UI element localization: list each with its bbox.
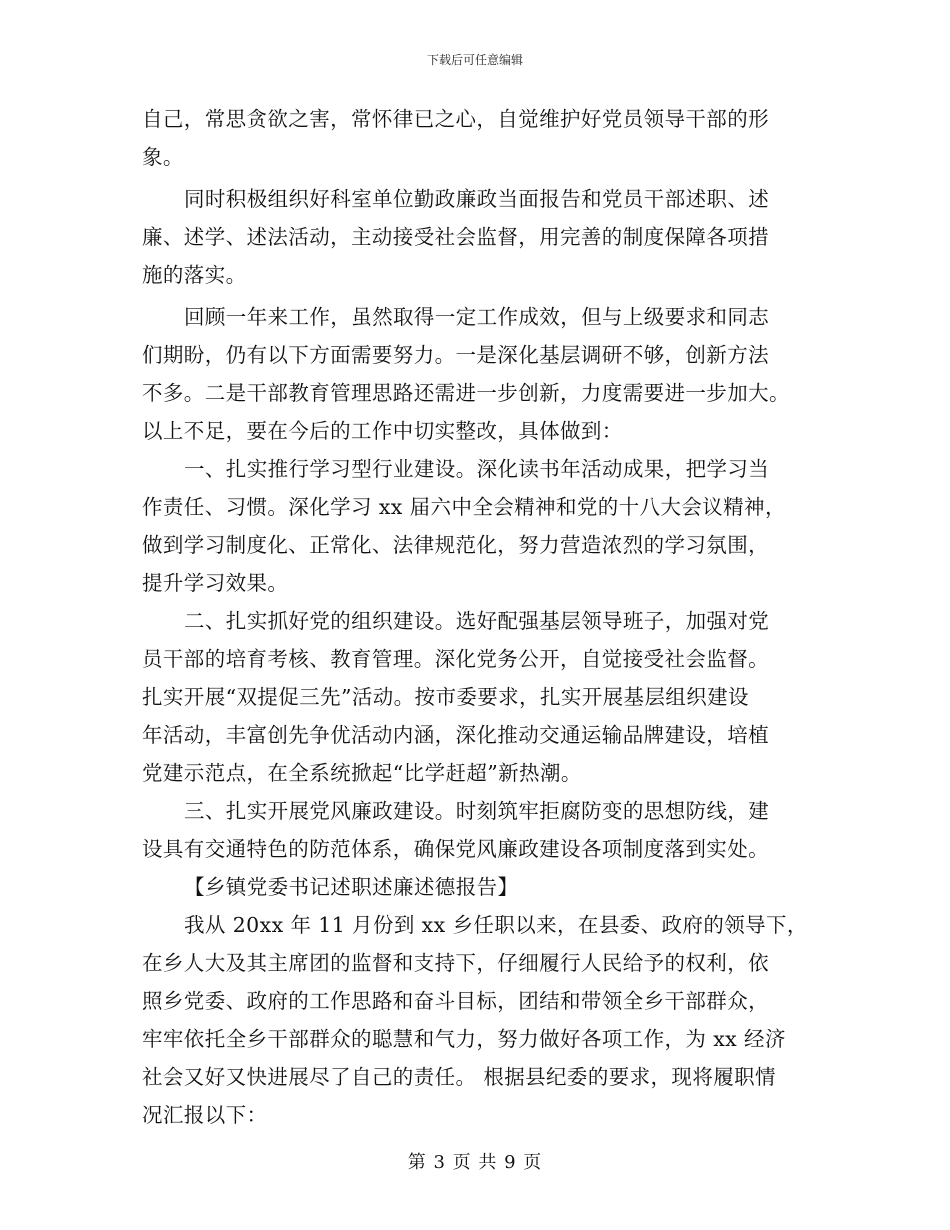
text-line: 年活动，丰富创先争优活动内涵，深化推动交通运输品牌建设，培植 (142, 723, 769, 747)
page-header-note: 下载后可任意编辑 (426, 53, 523, 67)
text-line: 在乡人大及其主席团的监督和支持下，仔细履行人民给予的权利，依 (142, 951, 769, 975)
text-line: 廉、述学、述法活动，主动接受社会监督，用完善的制度保障各项措 (142, 225, 769, 249)
text-line: 照乡党委、政府的工作思路和奋斗目标，团结和带领全乡干部群众， (142, 989, 769, 1013)
text-line: 施的落实。 (142, 263, 247, 287)
paragraph-start-line: 二、扎实抓好党的组织建设。选好配强基层领导班子，加强对党 (184, 609, 770, 633)
text-line: 扎实开展“双提促三先”活动。按市委要求，扎实开展基层组织建设 (142, 685, 749, 709)
text-line: 提升学习效果。 (142, 571, 289, 595)
text-line: 以上不足，要在今后的工作中切实整改，具体做到： (142, 419, 623, 443)
page-number-footer: 第 3 页 共 9 页 (407, 1152, 543, 1173)
paragraph-start-line: 回顾一年来工作，虽然取得一定工作成效，但与上级要求和同志 (184, 305, 770, 329)
text-line: 作责任、习惯。深化学习 xx 届六中全会精神和党的十八大会议精神， (142, 495, 786, 519)
paragraph-start-line: 我从 20xx 年 11 月份到 xx 乡任职以来，在县委、政府的领导下， (184, 913, 808, 937)
text-line: 设具有交通特色的防范体系，确保党风廉政建设各项制度落到实处。 (142, 837, 769, 861)
text-line: 社会又好又快进展尽了自己的责任。 根据县纪委的要求，现将履职情 (142, 1065, 776, 1089)
text-line: 自己，常思贪欲之害，常怀律已之心，自觉维护好党员领导干部的形 (142, 107, 769, 131)
text-line: 们期盼，仍有以下方面需要努力。一是深化基层调研不够，创新方法 (142, 343, 769, 367)
text-line: 党建示范点，在全系统掀起“比学赶超”新热潮。 (142, 761, 582, 785)
document-body (142, 100, 810, 1134)
text-line: 不多。二是干部教育管理思路还需进一步创新，力度需要进一步加大。 (142, 381, 790, 405)
section-heading: 【乡镇党委书记述职述廉述德报告】 (184, 875, 519, 899)
text-line: 员干部的培育考核、教育管理。深化党务公开，自觉接受社会监督。 (142, 647, 769, 671)
text-line: 牢牢依托全乡干部群众的聪慧和气力，努力做好各项工作，为 xx 经济 (142, 1027, 786, 1051)
text-line: 况汇报以下： (142, 1103, 268, 1127)
paragraph-start-line: 三、扎实开展党风廉政建设。时刻筑牢拒腐防变的思想防线，建 (184, 799, 770, 823)
text-line: 象。 (142, 145, 184, 169)
paragraph-start-line: 同时积极组织好科室单位勤政廉政当面报告和党员干部述职、述 (184, 187, 770, 211)
text-line: 做到学习制度化、正常化、法律规范化，努力营造浓烈的学习氛围， (142, 533, 769, 557)
paragraph-start-line: 一、扎实推行学习型行业建设。深化读书年活动成果，把学习当 (184, 457, 770, 481)
